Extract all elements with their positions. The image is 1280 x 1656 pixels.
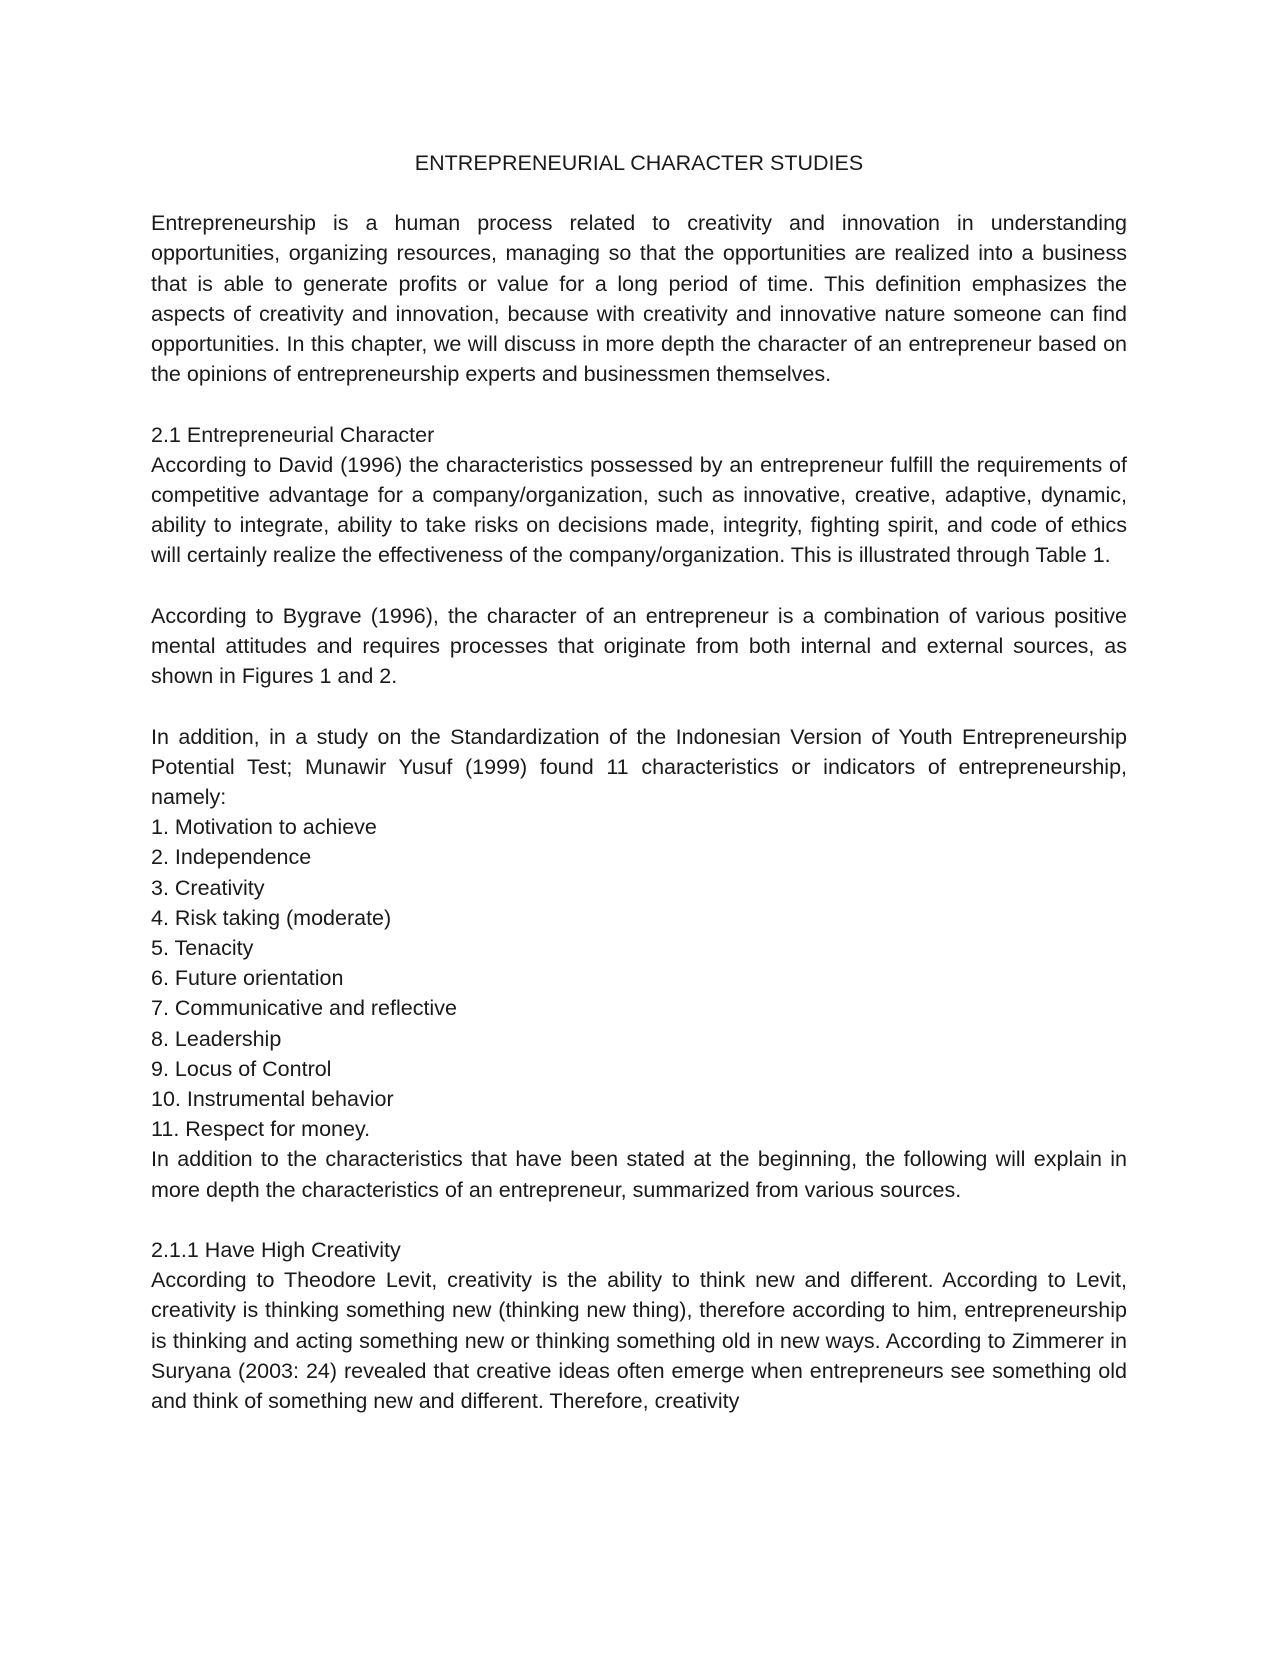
section-2-1-paragraph-4: In addition to the characteristics that have been stated at the beginning, the following will explain in more depth the characteristics of an entrepreneur, summarized from various sources. xyxy=(151,1147,1127,1202)
section-heading-2-1-1: 2.1.1 Have High Creativity xyxy=(151,1238,401,1263)
characteristics-list xyxy=(151,812,1127,1144)
section-2-1-1-paragraph-1: According to Theodore Levit, creativity is the ability to think new and different. According to Levit, creativity is thinking something new (thinking new thing), therefore according to him, entrepreneurship is thinking and acting something new or thinking something old in new ways. According to Zimmerer in Suryana (2003: 24) revealed that creative ideas often emerge when entrepreneurs see something old and think of something new and different. Therefore, creativity xyxy=(151,1268,1127,1414)
section-2-1-paragraph-3: In addition, in a study on the Standardization of the Indonesian Version of Youth Entrepreneurship Potential Test; Munawir Yusuf (1999) found 11 characteristics or indicators of entrepreneurship, namely: xyxy=(151,724,1127,810)
list-item: 9. Locus of Control xyxy=(151,1056,332,1081)
paragraph-gap xyxy=(151,1205,1127,1235)
intro-paragraph: Entrepreneurship is a human process related to creativity and innovation in understanding opportunities, organizing resources, managing so that the opportunities are realized into a business that is able to generate profits or value for a long period of time. This definition emphasizes the aspects of creativity and innovation, because with creativity and innovative nature someone can find opportunities. In this chapter, we will discuss in more depth the character of an entrepreneur based on the opinions of entrepreneurship experts and businessmen themselves. xyxy=(151,211,1127,387)
paragraph-gap xyxy=(151,571,1127,601)
paragraph-gap xyxy=(151,691,1127,721)
list-item: 10. Instrumental behavior xyxy=(151,1087,394,1112)
list-item: 2. Independence xyxy=(151,845,312,870)
list-item: 8. Leadership xyxy=(151,1026,282,1051)
paragraph-gap xyxy=(151,389,1127,419)
list-item: 7. Communicative and reflective xyxy=(151,996,457,1021)
section-2-1-paragraph-2: According to Bygrave (1996), the character of an entrepreneur is a combination of various positive mental attitudes and requires processes that originate from both internal and external sources, as shown in Figures 1 and 2. xyxy=(151,603,1127,689)
list-item: 11. Respect for money. xyxy=(151,1117,371,1142)
list-item: 4. Risk taking (moderate) xyxy=(151,905,392,930)
list-item: 1. Motivation to achieve xyxy=(151,815,377,840)
list-item: 5. Tenacity xyxy=(151,936,254,961)
list-item: 3. Creativity xyxy=(151,875,265,900)
section-2-1-paragraph-1: According to David (1996) the characteristics possessed by an entrepreneur fulfill the requirements of competitive advantage for a company/organization, such as innovative, creative, adaptive, dynamic, ability to integrate, ability to take risks on decisions made, integrity, fighting spirit, and code of ethics will certainly realize the effectiveness of the company/organization. This is illustrated through Table 1. xyxy=(151,452,1127,568)
section-heading-2-1: 2.1 Entrepreneurial Character xyxy=(151,422,435,447)
document-title: ENTREPRENEURIAL CHARACTER STUDIES xyxy=(414,151,864,175)
list-item: 6. Future orientation xyxy=(151,966,344,991)
document-body xyxy=(151,148,1127,1416)
